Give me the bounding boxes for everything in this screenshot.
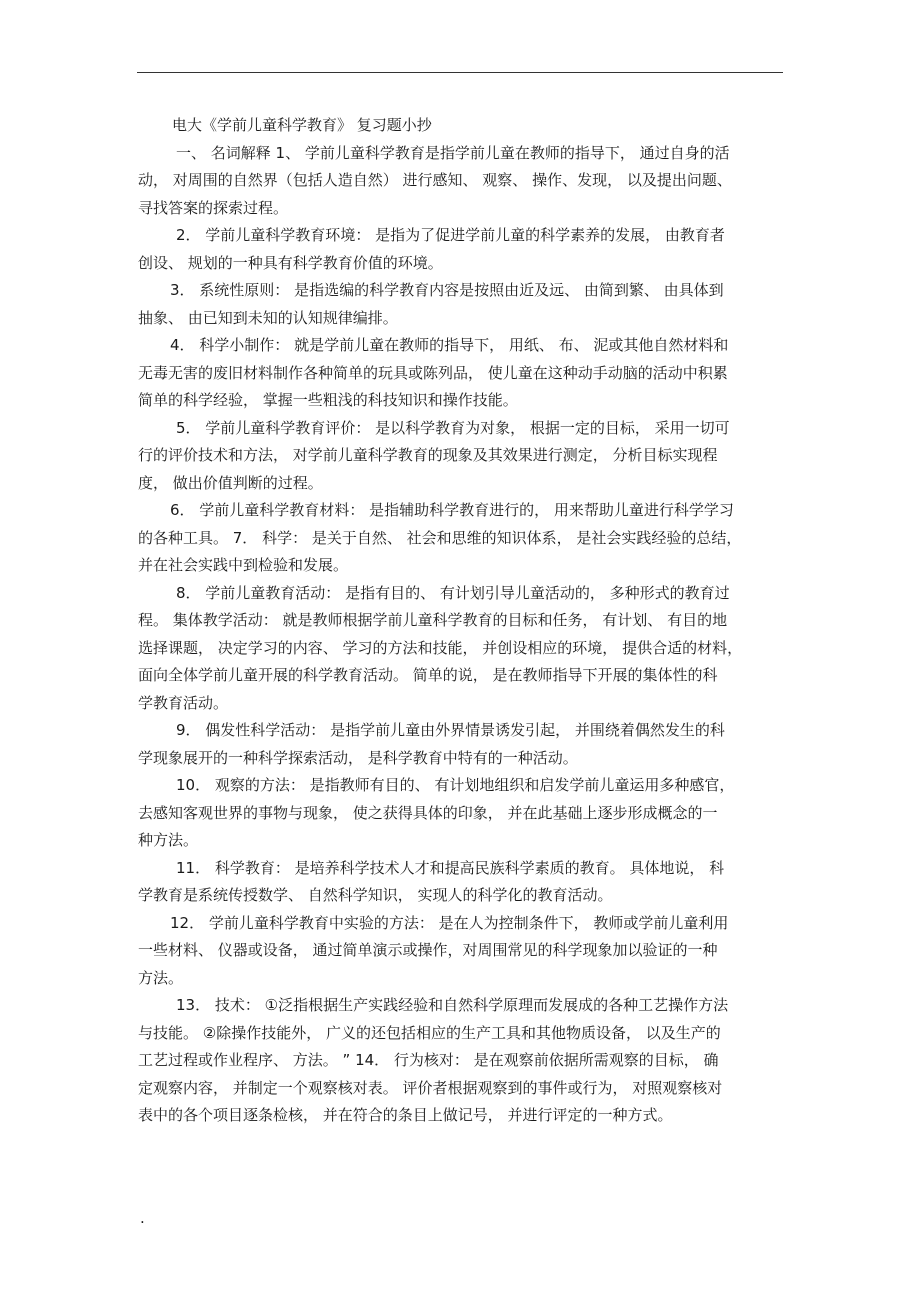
text-line: 一些材料、 仪器或设备， 通过简单演示或操作，对周围常见的科学现象加以验证的一种: [138, 941, 718, 959]
text-line: 种方法。: [138, 831, 199, 849]
text-line: 创设、 规划的一种具有科学教育价值的环境。: [138, 253, 443, 272]
text-line: 定观察内容， 并制定一个观察核对表。 评价者根据观察到的事件或行为， 对照观察核对: [138, 1078, 723, 1097]
text-line: 4． 科学小制作： 就是学前儿童在教师的指导下， 用纸、 布、 泥或其他自然材料和: [170, 336, 729, 354]
text-line: 6． 学前儿童科学教育材料： 是指辅助科学教育进行的， 用来帮助儿童进行科学学习: [170, 501, 734, 519]
text-line: 面向全体学前儿童开展的科学教育活动。 简单的说， 是在教师指导下开展的集体性的科: [138, 666, 718, 684]
document-lines: [138, 140, 798, 1130]
text-line: 并在社会实践中到检验和发展。: [138, 556, 349, 574]
text-line: 12． 学前儿童科学教育中实验的方法： 是在人为控制条件下， 教师或学前儿童利用: [170, 913, 729, 932]
text-line: 动， 对周围的自然界（包括人造自然） 进行感知、 观察、 操作、发现， 以及提出问题、: [138, 171, 732, 189]
document-body: [138, 112, 798, 1130]
text-line: 程。 集体教学活动： 就是教师根据学前儿童科学教育的目标和任务， 有计划、 有目的地: [138, 611, 728, 629]
text-line: 10． 观察的方法： 是指教师有目的、 有计划地组织和启发学前儿童运用多种感官，: [176, 776, 735, 794]
text-line: 11． 科学教育： 是培养科学技术人才和提高民族科学素质的教育。 具体地说， 科: [176, 858, 725, 877]
text-line: 无毒无害的废旧材料制作各种简单的玩具或陈列品， 使儿童在这种动手动脑的活动中积累: [138, 363, 728, 382]
text-line: 工艺过程或作业程序、 方法。 ” 14． 行为核对： 是在观察前依据所需观察的目标， 确: [138, 1051, 719, 1069]
footer-mark: .: [140, 1209, 145, 1227]
text-line: 学教育是系统传授数学、 自然科学知识， 实现人的科学化的教育活动。: [138, 886, 613, 904]
text-line: 一、 名词解释 1、 学前儿童科学教育是指学前儿童在教师的指导下， 通过自身的活: [176, 143, 730, 162]
header-rule: [137, 72, 783, 73]
text-line: 的各种工具。 7． 科学： 是关于自然、 社会和思维的知识体系， 是社会实践经验的总结，: [138, 528, 742, 547]
text-line: 5． 学前儿童科学教育评价： 是以科学教育为对象， 根据一定的目标， 采用一切可: [176, 418, 730, 437]
text-line: 表中的各个项目逐条检核， 并在符合的条目上做记号， 并进行评定的一种方式。: [138, 1106, 673, 1124]
document-title: 电大《学前儿童科学教育》 复习题小抄: [172, 116, 432, 134]
text-line: 8． 学前儿童教育活动： 是指有目的、 有计划引导儿童活动的， 多种形式的教育过: [176, 583, 730, 602]
text-line: 学现象展开的一种科学探索活动， 是科学教育中特有的一种活动。: [138, 748, 578, 767]
text-line: 9． 偶发性科学活动： 是指学前儿童由外界情景诱发引起， 并围绕着偶然发生的科: [176, 721, 725, 739]
text-line: 选择课题， 决定学习的内容、 学习的方法和技能， 并创设相应的环境， 提供合适的材料，: [138, 638, 743, 657]
text-line: 抽象、 由已知到未知的认知规律编排。: [138, 308, 398, 327]
text-line: 行的评价技术和方法， 对学前儿童科学教育的现象及其效果进行测定， 分析目标实现程: [138, 446, 718, 464]
text-line: 学教育活动。: [138, 693, 229, 712]
text-line: 去感知客观世界的事物与现象， 使之获得具体的印象， 并在此基础上逐步形成概念的一: [138, 803, 718, 822]
text-line: 13． 技术： ①泛指根据生产实践经验和自然科学原理而发展成的各种工艺操作方法: [176, 996, 729, 1014]
text-line: 方法。: [138, 968, 184, 987]
text-line: 简单的科学经验， 掌握一些粗浅的科技知识和操作技能。: [138, 391, 518, 409]
text-line: 与技能。 ②除操作技能外， 广义的还包括相应的生产工具和其他物质设备， 以及生产的: [138, 1023, 721, 1042]
text-line: 3． 系统性原则： 是指选编的科学教育内容是按照由近及远、 由简到繁、 由具体到: [170, 281, 724, 299]
text-line: 度， 做出价值判断的过程。: [138, 473, 323, 492]
text-line: 寻找答案的探索过程。: [138, 198, 289, 217]
text-line: 2． 学前儿童科学教育环境： 是指为了促进学前儿童的科学素养的发展， 由教育者: [176, 226, 725, 244]
